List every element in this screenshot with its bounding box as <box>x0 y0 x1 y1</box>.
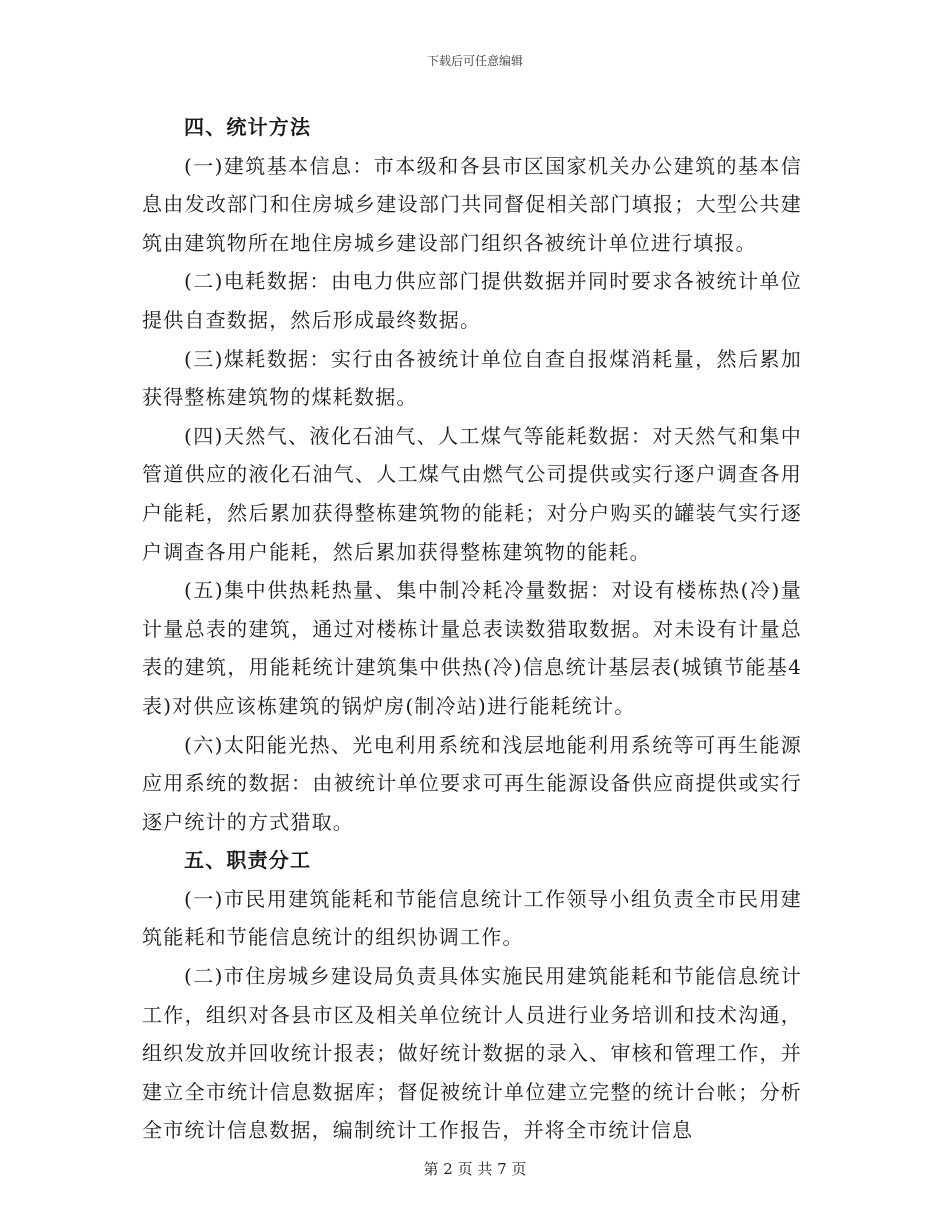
section-heading: 五、职责分工 <box>184 848 312 873</box>
page-number: 第 2 页 共 7 页 <box>423 1160 527 1178</box>
section-heading: 四、统计方法 <box>184 115 312 139</box>
paragraph: (二)电耗数据：由电力供应部门提供数据并同时要求各被统计单位提供自查数据，然后形成最终数据。 <box>142 269 802 332</box>
paragraph: (四)天然气、液化石油气、人工煤气等能耗数据：对天然气和集中管道供应的液化石油气、人工煤气由燃气公司提供或实行逐户调查各用户能耗，然后累加获得整栋建筑物的能耗；对分户购买的罐装气实行逐户调查各用户能耗，然后累加获得整栋建筑物的能耗。 <box>142 423 802 564</box>
page-header: 下载后可任意编辑 <box>426 54 523 68</box>
paragraph: (六)太阳能光热、光电利用系统和浅层地能利用系统等可再生能源应用系统的数据：由被统计单位要求可再生能源设备供应商提供或实行逐户统计的方式猎取。 <box>142 732 802 834</box>
paragraph: (一)建筑基本信息：市本级和各县市区国家机关办公建筑的基本信息由发改部门和住房城乡建设部门共同督促相关部门填报；大型公共建筑由建筑物所在地住房城乡建设部门组织各被统计单位进行填报。 <box>142 153 802 255</box>
paragraph: (二)市住房城乡建设局负责具体实施民用建筑能耗和节能信息统计工作，组织对各县市区及相关单位统计人员进行业务培训和技术沟通，组织发放并回收统计报表；做好统计数据的录入、审核和管理工作，并建立全市统计信息数据库；督促被统计单位建立完整的统计台帐；分析全市统计信息数据，编制统计工作报告，并将全市统计信息 <box>142 964 802 1143</box>
paragraph: (一)市民用建筑能耗和节能信息统计工作领导小组负责全市民用建筑能耗和节能信息统计的组织协调工作。 <box>142 886 802 950</box>
paragraph: (五)集中供热耗热量、集中制冷耗冷量数据：对设有楼栋热(冷)量计量总表的建筑，通过对楼栋计量总表读数猎取数据。对未设有计量总表的建筑，用能耗统计建筑集中供热(冷)信息统计基层表(城镇节能基4表)对供应该栋建筑的锅炉房(制冷站)进行能耗统计。 <box>142 578 802 718</box>
document-body <box>142 108 802 1150</box>
paragraph: (三)煤耗数据：实行由各被统计单位自查自报煤消耗量，然后累加获得整栋建筑物的煤耗数据。 <box>142 346 802 410</box>
